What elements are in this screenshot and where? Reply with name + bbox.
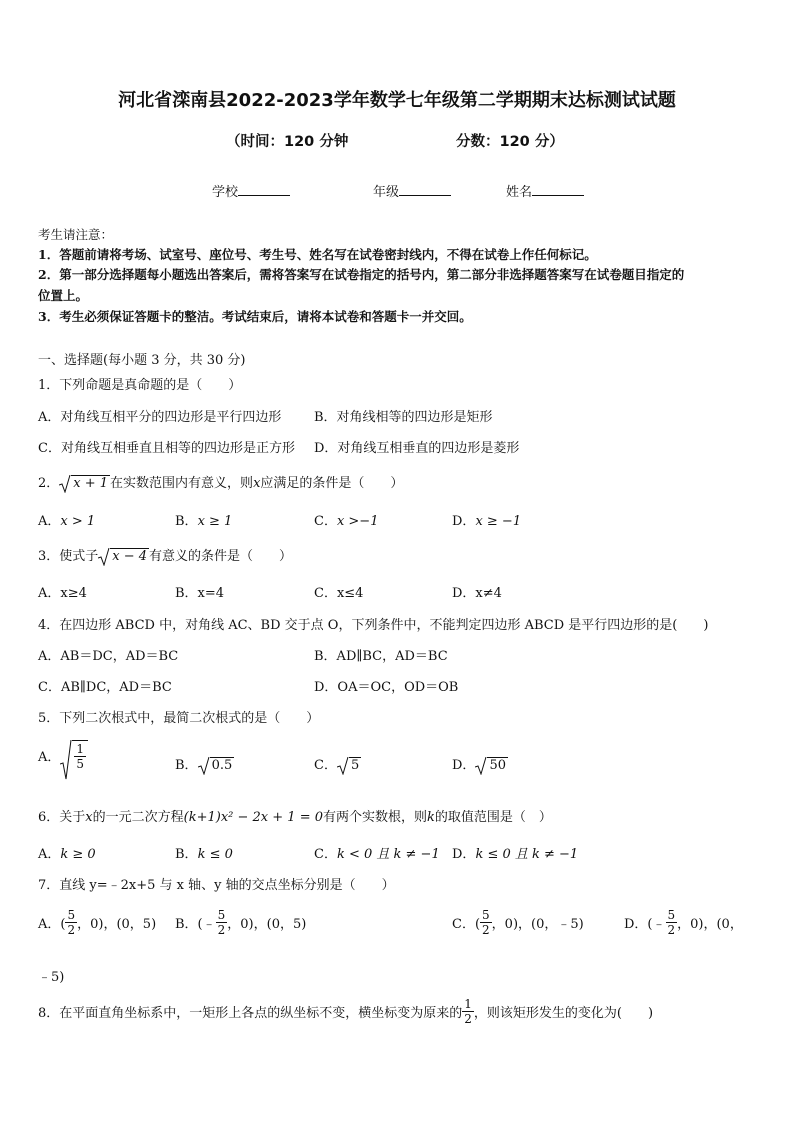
q6-option-c: C．k < 0 且 k ≠ −1 bbox=[314, 847, 440, 862]
q7-option-c: C．( $\frac{5}{2}$ ，0)，(0，﹣5) bbox=[452, 908, 584, 937]
q2-option-c: C．x >−1 bbox=[314, 514, 379, 529]
q5-a-sqrt: $\frac{1}{5}$ bbox=[60, 740, 88, 771]
radical-sign-icon bbox=[59, 475, 71, 493]
radical-sign-icon bbox=[98, 548, 110, 566]
notice-item-1: 1．答题前请将考场、试室号、座位号、考生号、姓名写在试卷密封线内，不得在试卷上作任何标记。 bbox=[38, 247, 597, 262]
q3-post: 有意义的条件是（ ） bbox=[149, 549, 293, 564]
radical-sign-icon bbox=[60, 740, 72, 780]
q7-option-d-wrap: ﹣5) bbox=[38, 970, 65, 985]
q4-stem: 4．在四边形 ABCD 中，对角线 AC、BD 交于点 O，下列条件中，不能判定四边形 ABCD 是平行四边形的是( ) bbox=[38, 618, 709, 633]
q3-option-b: B．x=4 bbox=[175, 586, 225, 601]
q2-number: 2． bbox=[38, 476, 60, 491]
q3-option-c: C．x≤4 bbox=[314, 586, 364, 601]
radical-sign-icon bbox=[198, 757, 210, 775]
notice-item-3: 3．考生必须保证答题卡的整洁。考试结束后，请将本试卷和答题卡一并交回。 bbox=[38, 309, 472, 324]
q2-option-b: B．x ≥ 1 bbox=[175, 514, 233, 529]
q5-stem: 5．下列二次根式中，最简二次根式的是（ ） bbox=[38, 711, 320, 726]
q2-tail-a: 在实数范围内有意义，则 bbox=[110, 476, 254, 491]
q3-pre: 3．使式子 bbox=[38, 549, 99, 564]
q3-option-a: A．x≥4 bbox=[38, 586, 87, 601]
exam-time: （时间：120 分钟 bbox=[226, 134, 349, 150]
school-label: 学校 bbox=[212, 185, 239, 200]
section-heading: 一、选择题(每小题 3 分，共 30 分) bbox=[38, 353, 246, 368]
q7-option-b: B．(﹣ $\frac{5}{2}$ ，0)，(0，5) bbox=[175, 908, 307, 937]
q3-sqrt bbox=[98, 548, 149, 564]
q4-option-a: A．AB＝DC，AD＝BC bbox=[38, 649, 179, 664]
q7-option-a: A．( $\frac{5}{2}$ ，0)，(0，5) bbox=[38, 908, 157, 937]
q1-option-b: B．对角线相等的四边形是矩形 bbox=[314, 410, 493, 425]
q6-option-a: A．k ≥ 0 bbox=[38, 847, 96, 862]
q2-option-d: D．x ≥ −1 bbox=[452, 514, 522, 529]
notice-heading: 考生请注意： bbox=[38, 227, 114, 242]
q1-option-d: D．对角线互相垂直的四边形是菱形 bbox=[314, 441, 520, 456]
q5-option-b: B． 0.5 bbox=[175, 758, 233, 773]
q2-var: x bbox=[253, 476, 261, 491]
q1-option-a: A．对角线互相平分的四边形是平行四边形 bbox=[38, 410, 282, 425]
notice-item-2-cont: 位置上。 bbox=[38, 288, 89, 303]
q4-option-d: D．OA＝OC，OD＝OB bbox=[314, 680, 459, 695]
radical-sign-icon bbox=[475, 757, 487, 775]
q7-option-d: D．(﹣ $\frac{5}{2}$ ，0)，(0， bbox=[624, 908, 743, 937]
q6-option-d: D．k ≤ 0 且 k ≠ −1 bbox=[452, 847, 579, 862]
q1-option-c: C．对角线互相垂直且相等的四边形是正方形 bbox=[38, 441, 295, 456]
q2-radicand: x + 1 bbox=[73, 476, 109, 491]
name-field bbox=[506, 181, 584, 200]
name-label: 姓名 bbox=[506, 185, 533, 200]
q5-option-a: A． $\frac{1}{5}$ bbox=[38, 740, 88, 771]
grade-blank bbox=[399, 184, 451, 196]
notice-item-2: 2．第一部分选择题每小题选出答案后，需将答案写在试卷指定的括号内，第二部分非选择题答案写在试卷题目指定的 bbox=[38, 267, 685, 282]
q5-option-d: D． 50 bbox=[452, 758, 506, 773]
school-field bbox=[212, 181, 290, 200]
page-title: 河北省滦南县2022-2023学年数学七年级第二学期期末达标测试试题 bbox=[118, 90, 676, 111]
q8-stem: 8．在平面直角坐标系中，一矩形上各点的纵坐标不变，横坐标变为原来的 $\frac{1}{2}$ ，则该矩形发生的变化为( ) bbox=[38, 997, 654, 1026]
q3-option-d: D．x≠4 bbox=[452, 586, 502, 601]
exam-score: 分数：120 分） bbox=[456, 134, 564, 150]
grade-field bbox=[373, 181, 451, 200]
name-blank bbox=[532, 184, 584, 196]
q6-stem: 6．关于x的一元二次方程(k+1)x² − 2x + 1 = 0有两个实数根，则k的取值范围是（ ） bbox=[38, 810, 552, 825]
q3-radicand: x − 4 bbox=[112, 549, 148, 564]
grade-label: 年级 bbox=[373, 185, 400, 200]
q4-option-b: B．AD∥BC，AD＝BC bbox=[314, 649, 448, 664]
q4-option-c: C．AB∥DC，AD＝BC bbox=[38, 680, 172, 695]
q6-equation: (k+1)x² − 2x + 1 = 0 bbox=[183, 810, 323, 825]
q2-sqrt bbox=[59, 475, 110, 491]
q2-tail-b: 应满足的条件是（ ） bbox=[260, 476, 404, 491]
q2-option-a: A．x > 1 bbox=[38, 514, 96, 529]
q7-stem: 7．直线 y=﹣2x+5 与 x 轴、y 轴的交点坐标分别是（ ） bbox=[38, 878, 395, 893]
q6-option-b: B．k ≤ 0 bbox=[175, 847, 233, 862]
q2-stem bbox=[38, 472, 403, 491]
school-blank bbox=[238, 184, 290, 196]
q1-stem: 1．下列命题是真命题的是（ ） bbox=[38, 378, 242, 393]
radical-sign-icon bbox=[337, 757, 349, 775]
q3-stem bbox=[38, 545, 292, 564]
q5-option-c: C． 5 bbox=[314, 758, 360, 773]
